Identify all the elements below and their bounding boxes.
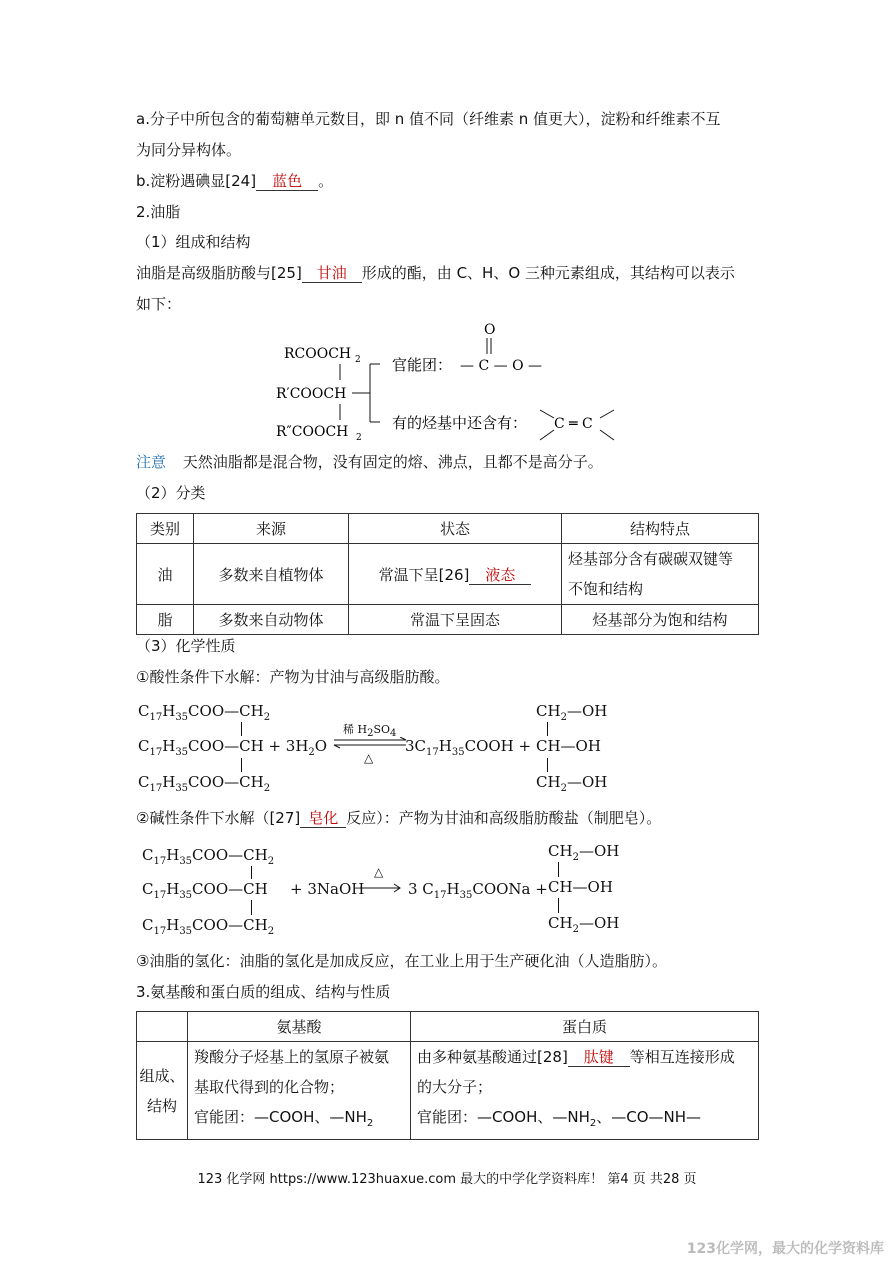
text-line [136, 808, 661, 828]
text-line [136, 263, 735, 283]
text-line: 为同分异构体。 [136, 141, 242, 159]
arrow-icon [360, 883, 402, 893]
section-heading: 2.油脂 [136, 203, 181, 221]
table-cell: 烃基部分为饱和结构 [562, 605, 759, 635]
text-line: ③油脂的氢化：油脂的氢化是加成反应，在工业上用于生产硬化油（人造脂肪）。 [136, 952, 667, 970]
svg-text:C ═ C: C ═ C [554, 416, 593, 432]
table-header: 氨基酸 [188, 1012, 411, 1042]
amino-acid-cell: 羧酸分子烃基上的氢原子被氨 基取代得到的化合物； 官能团：—COOH、$—NH_2$ [188, 1042, 411, 1140]
protein-cell: 由多种氨基酸通过[28] 肽键 等相互连接形成 的大分子； 官能团：—COOH、$—NH_2$、—CO—NH— [411, 1042, 759, 1140]
struct-line-3: R″COOCH [276, 424, 349, 440]
table-row [137, 605, 759, 635]
text-suffix: 反应）：产物为甘油和高级脂肪酸盐（制肥皂）。 [346, 809, 662, 827]
answer-25: 甘油 [302, 264, 362, 283]
text-line [136, 171, 333, 191]
text-prefix: 油脂是高级脂肪酸与[25] [136, 264, 302, 282]
text-prefix: b.淀粉遇碘显[24] [136, 172, 257, 190]
sub-heading: （1）组成和结构 [136, 233, 251, 251]
reversible-arrow-icon [330, 737, 410, 749]
table-header: 来源 [194, 514, 349, 544]
table-cell: 烃基部分含有碳碳双键等 不饱和结构 [562, 544, 759, 605]
section-heading: 3.氨基酸和蛋白质的组成、结构与性质 [136, 983, 391, 1001]
watermark: 123化学网，最大的化学资料库 [686, 1241, 884, 1257]
table-header: 状态 [349, 514, 562, 544]
state-prefix: 常温下呈[26] [378, 565, 470, 584]
answer-24: 蓝色 [256, 172, 318, 191]
note-label: 注意 [136, 453, 167, 471]
fat-classification-table [136, 513, 759, 635]
table-row [137, 544, 759, 605]
note-text: 天然油脂都是混合物，没有固定的熔、沸点，且都不是高分子。 [182, 453, 603, 471]
text-line: a.分子中所包含的葡萄糖单元数目，即 n 值不同（纤维素 n 值更大），淀粉和纤维素不互 [136, 110, 721, 128]
condition-heat: △ [374, 865, 384, 879]
guan-label: 官能团： [392, 356, 453, 374]
struct-line-1: RCOOCH [284, 346, 352, 362]
svg-text:O: O [484, 322, 496, 338]
condition-top: 稀 H [343, 723, 368, 736]
table-cell [349, 544, 562, 605]
table-header [137, 1012, 188, 1042]
text-line: ①酸性条件下水解：产物为甘油与高级脂肪酸。 [136, 668, 450, 686]
table-cell: 脂 [137, 605, 194, 635]
row-label: 组成、 结构 [137, 1042, 188, 1140]
svg-text:— C — O —: — C — O — [460, 358, 542, 374]
text-suffix: 。 [318, 172, 334, 190]
condition-bottom: △ [364, 751, 374, 765]
answer-27: 皂化 [300, 809, 346, 828]
answer-26: 液态 [469, 566, 531, 585]
svg-text:2: 2 [356, 433, 362, 443]
answer-28: 肽键 [568, 1048, 630, 1067]
fat-structure-diagram [270, 318, 630, 446]
table-cell: 多数来自植物体 [194, 544, 349, 605]
table-cell: 常温下呈固态 [349, 605, 562, 635]
table-header: 结构特点 [562, 514, 759, 544]
table-header-row [137, 514, 759, 544]
table-header-row [137, 1012, 759, 1042]
sub-heading: （3）化学性质 [136, 637, 236, 655]
sub-heading: （2）分类 [136, 484, 206, 502]
hydro-label: 有的烃基中还含有： [392, 414, 528, 432]
text-suffix: 形成的酯，由 C、H、O 三种元素组成，其结构可以表示 [361, 264, 735, 282]
note-line [136, 452, 603, 472]
table-header: 蛋白质 [411, 1012, 759, 1042]
table-cell: 多数来自动物体 [194, 605, 349, 635]
table-cell: 油 [137, 544, 194, 605]
page-footer: 123 化学网 https://www.123huaxue.com 最大的中学化学资料库！ 第4 页 共28 页 [197, 1172, 697, 1187]
svg-text:2: 2 [355, 355, 361, 365]
table-header: 类别 [137, 514, 194, 544]
text-line: 如下： [136, 295, 182, 313]
struct-line-2: R′COOCH [276, 386, 347, 402]
amino-protein-table [136, 1011, 759, 1140]
table-row [137, 1042, 759, 1140]
text-prefix: ②碱性条件下水解（[27] [136, 809, 301, 827]
